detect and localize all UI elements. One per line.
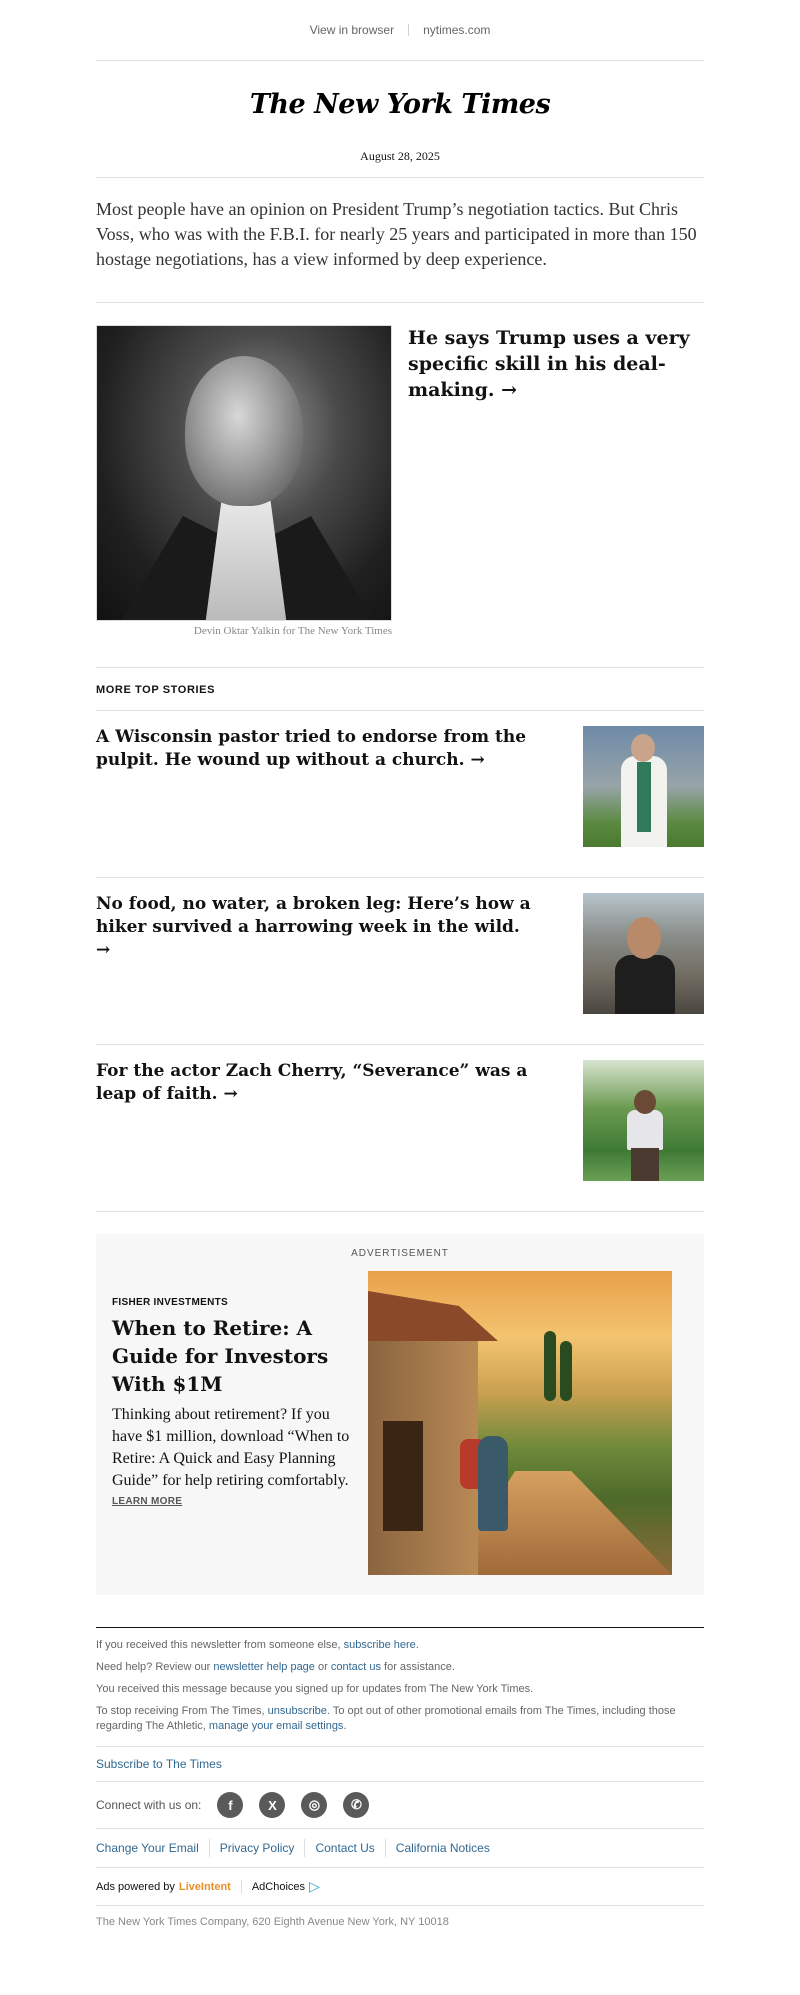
change-email-link[interactable]: Change Your Email: [96, 1841, 199, 1855]
ads-powered-label: Ads powered by: [96, 1880, 175, 1893]
footer-text: To stop receiving From The Times,: [96, 1705, 268, 1717]
footer-links: [96, 1828, 704, 1867]
lead-image-block: [96, 325, 392, 637]
footer-note: [96, 1660, 704, 1675]
photo-shape: [185, 356, 303, 506]
ad-label: ADVERTISEMENT: [351, 1248, 449, 1259]
subscribe-row: [96, 1746, 704, 1781]
instagram-icon[interactable]: ◎: [301, 1792, 327, 1818]
nytimes-link[interactable]: nytimes.com: [423, 23, 491, 37]
lead-headline-link[interactable]: He says Trump uses a very specific skill in his deal-making. →: [408, 327, 690, 401]
photo-shape: [637, 762, 651, 832]
ad-text: [112, 1271, 356, 1575]
story-headline-link[interactable]: No food, no water, a broken leg: Here’s how a hiker survived a harrowing week in the wild. →: [96, 894, 531, 960]
story-headline-link[interactable]: For the actor Zach Cherry, “Severance” was a leap of faith. →: [96, 1061, 528, 1104]
footer-text: .: [415, 1639, 419, 1651]
footer-note: [96, 1704, 704, 1734]
photo-shape: [627, 1110, 663, 1150]
adchoices-link[interactable]: AdChoices: [251, 1880, 306, 1893]
photo-shape: [205, 501, 287, 621]
newsletter-help-link[interactable]: newsletter help page: [213, 1661, 315, 1673]
photo-shape: [615, 955, 675, 1014]
divider: [241, 1880, 242, 1894]
contact-us-footer-link[interactable]: Contact Us: [315, 1841, 375, 1855]
masthead: [96, 61, 704, 147]
photo-credit: Devin Oktar Yalkin for The New York Times: [193, 625, 392, 637]
ad-sponsor: FISHER INVESTMENTS: [112, 1297, 228, 1308]
subscribe-here-link[interactable]: subscribe here: [343, 1639, 416, 1651]
divider: [96, 1211, 704, 1212]
ad-description: Thinking about retirement? If you have $1 million, download “When to Retire: A Quick and Easy Planning Guide” for help retiring comfortably.: [112, 1406, 350, 1489]
lead-story: [96, 303, 704, 637]
photo-shape: [383, 1421, 423, 1531]
photo-shape: [627, 917, 661, 959]
ads-row: [96, 1867, 704, 1905]
manage-email-settings-link[interactable]: manage your email settings: [208, 1720, 344, 1732]
view-in-browser-link[interactable]: View in browser: [309, 23, 395, 37]
facebook-icon[interactable]: f: [217, 1792, 243, 1818]
photo-shape: [560, 1341, 572, 1401]
contact-us-link[interactable]: contact us: [330, 1661, 381, 1673]
footer-text: . To opt out of other promotional emails from The Times, including those regarding The Athletic,: [96, 1705, 676, 1732]
story-item: [96, 878, 704, 1044]
photo-shape: [634, 1090, 656, 1114]
photo-shape: [544, 1331, 556, 1401]
footer-text: for assistance.: [380, 1661, 455, 1673]
story-thumbnail[interactable]: [583, 893, 704, 1014]
liveintent-logo[interactable]: LiveIntent: [178, 1880, 231, 1893]
footer-note: [96, 1638, 704, 1653]
ad-image[interactable]: [368, 1271, 672, 1575]
adchoices-icon[interactable]: ▷: [309, 1878, 320, 1894]
ad-body: [112, 1271, 688, 1575]
photo-shape: [478, 1436, 508, 1531]
story-item: [96, 1045, 704, 1211]
lead-photo[interactable]: [96, 325, 392, 621]
story-item: [96, 711, 704, 877]
privacy-policy-link[interactable]: Privacy Policy: [219, 1841, 295, 1855]
social-row: [96, 1781, 704, 1828]
subscribe-link[interactable]: Subscribe to The Times: [96, 1757, 222, 1771]
story-headline-link[interactable]: A Wisconsin pastor tried to endorse from the pulpit. He wound up without a church. →: [96, 727, 527, 770]
footer-text: .: [343, 1720, 347, 1732]
divider: [408, 24, 409, 36]
intro-paragraph: Most people have an opinion on President Trump’s negotiation tactics. But Chris Voss, who was with the F.B.I. for nearly 25 years and participated in more than 150 hostage negotiations, has a view informed by deep experience.: [96, 199, 697, 269]
section-label: MORE TOP STORIES: [96, 684, 216, 696]
advertisement[interactable]: [96, 1234, 704, 1595]
photo-shape: [631, 1148, 659, 1181]
divider: [304, 1839, 305, 1857]
divider: [385, 1839, 386, 1857]
footer-note: You received this message because you signed up for updates from The New York Times.: [96, 1683, 534, 1695]
ad-title[interactable]: When to Retire: A Guide for Investors With $1M: [112, 1316, 329, 1396]
preheader: [96, 0, 704, 60]
footer: [96, 1595, 704, 1938]
whatsapp-icon[interactable]: ✆: [343, 1792, 369, 1818]
divider: [96, 1627, 704, 1628]
photo-shape: [631, 734, 655, 762]
nyt-logo[interactable]: The New York Times: [249, 88, 551, 120]
footer-text: or: [314, 1661, 331, 1673]
story-thumbnail[interactable]: [583, 726, 704, 847]
email-container: [96, 0, 704, 1938]
company-address: The New York Times Company, 620 Eighth Avenue New York, NY 10018: [96, 1905, 704, 1938]
story-thumbnail[interactable]: [583, 1060, 704, 1181]
newsletter-date: August 28, 2025: [360, 149, 440, 163]
connect-label: Connect with us on:: [96, 1798, 202, 1812]
x-icon[interactable]: X: [259, 1792, 285, 1818]
photo-shape: [368, 1291, 498, 1341]
learn-more-link[interactable]: LEARN MORE: [112, 1496, 183, 1507]
california-notices-link[interactable]: California Notices: [395, 1841, 490, 1855]
divider: [209, 1839, 210, 1857]
footer-text: If you received this newsletter from someone else,: [96, 1639, 344, 1651]
unsubscribe-link[interactable]: unsubscribe: [267, 1705, 327, 1717]
footer-text: Need help? Review our: [96, 1661, 214, 1673]
